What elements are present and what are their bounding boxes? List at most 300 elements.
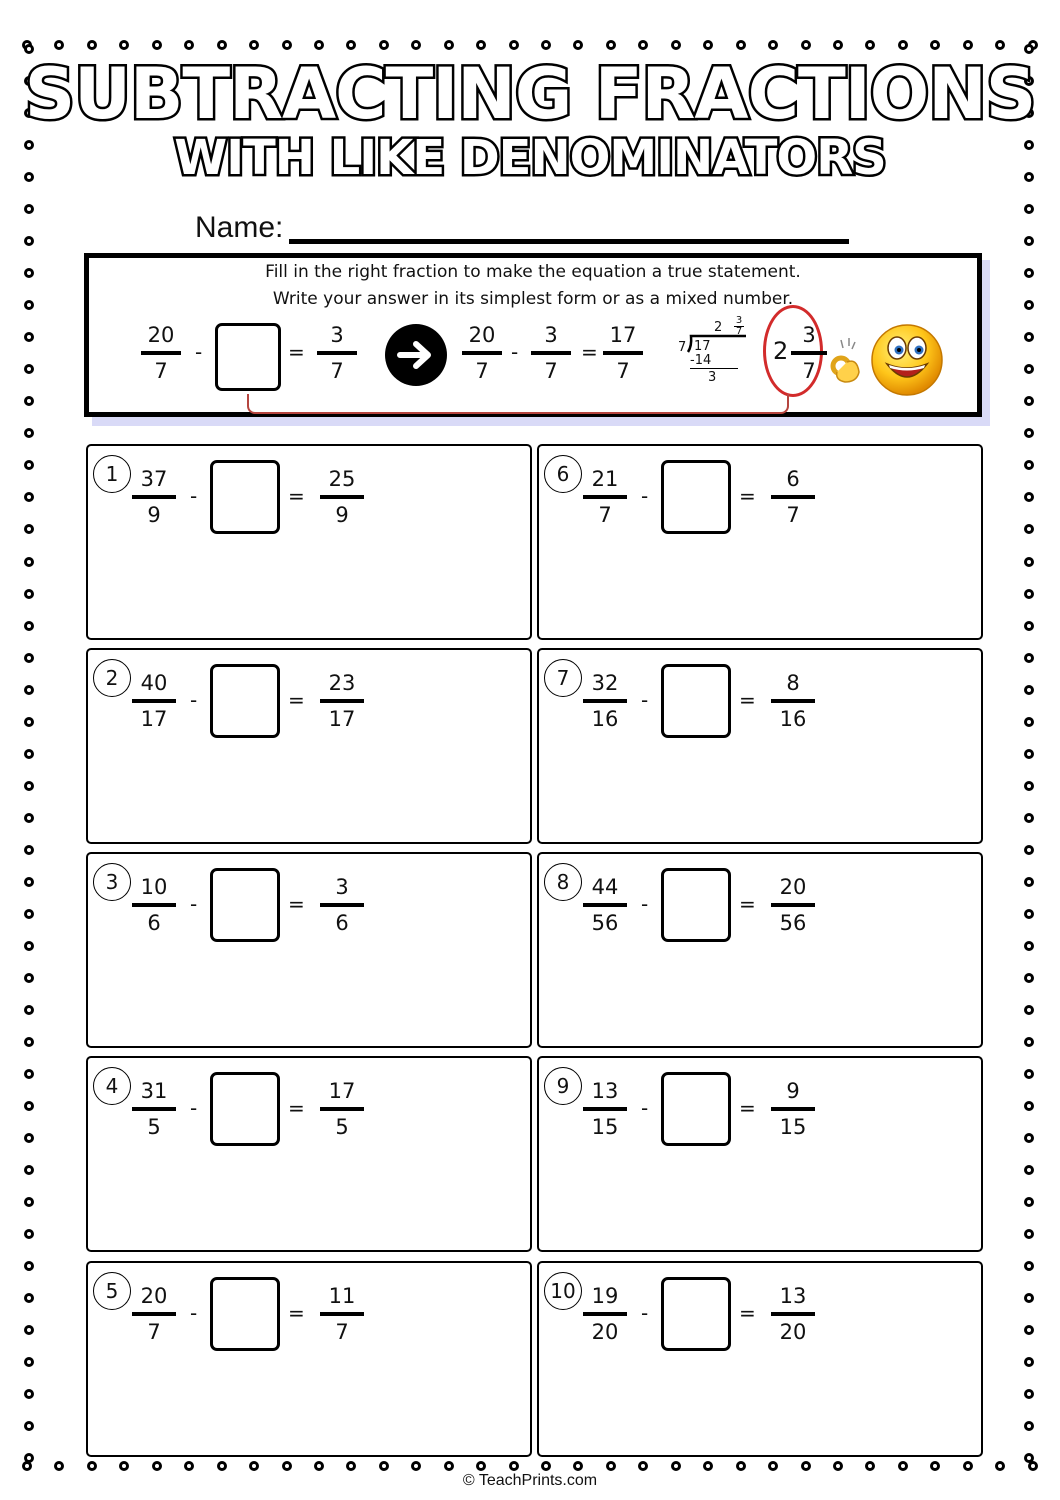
numerator: 17 <box>328 1079 356 1103</box>
answer-input-box[interactable] <box>661 1072 731 1146</box>
answer-input-box[interactable] <box>210 1072 280 1146</box>
border-dot <box>1024 1133 1034 1143</box>
left-fraction <box>132 670 176 732</box>
border-dot <box>444 1461 454 1471</box>
denominator: 20 <box>779 1320 807 1344</box>
mixed-fraction <box>791 322 827 384</box>
border-dot <box>930 40 940 50</box>
answer-input-box[interactable] <box>210 868 280 942</box>
border-dot <box>184 1461 194 1471</box>
border-dot <box>24 204 34 214</box>
border-dot <box>1024 364 1034 374</box>
right-fraction <box>320 874 364 936</box>
border-dot <box>801 40 811 50</box>
border-dot <box>606 40 616 50</box>
border-dot <box>249 1461 259 1471</box>
border-dot <box>379 1461 389 1471</box>
equals-sign: = <box>581 340 598 364</box>
border-dot <box>444 40 454 50</box>
border-dot <box>476 1461 486 1471</box>
denominator: 7 <box>154 359 168 383</box>
border-dot <box>1024 1325 1034 1335</box>
denominator: 5 <box>147 1115 161 1139</box>
border-dot <box>24 460 34 470</box>
border-dot <box>541 40 551 50</box>
answer-input-box[interactable] <box>210 664 280 738</box>
quotient-whole: 2 <box>714 320 723 335</box>
fraction-bar <box>771 495 815 499</box>
numerator: 20 <box>140 1284 168 1308</box>
smiley-face-icon <box>869 322 945 402</box>
equals-sign: = <box>739 484 756 508</box>
name-label: Name: <box>195 211 284 244</box>
border-dot <box>1024 845 1034 855</box>
border-dot <box>898 40 908 50</box>
left-fraction <box>583 466 627 528</box>
border-dot <box>1024 1197 1034 1207</box>
border-dot <box>736 1461 746 1471</box>
border-dot <box>1024 204 1034 214</box>
instruction-line-1: Fill in the right fraction to make the equation a true statement. <box>265 262 801 282</box>
problem-card <box>86 648 532 844</box>
border-dot <box>24 813 34 823</box>
border-dot <box>24 300 34 310</box>
border-dot <box>217 1461 227 1471</box>
denominator: 16 <box>591 707 619 731</box>
problem-number-label: 4 <box>105 1074 119 1098</box>
border-dot <box>24 1453 34 1463</box>
problem-number-label: 3 <box>105 870 119 894</box>
problem-card <box>537 1056 983 1252</box>
border-dot <box>1024 589 1034 599</box>
border-dot <box>703 40 713 50</box>
denominator: 7 <box>330 359 344 383</box>
answer-input-box[interactable] <box>661 664 731 738</box>
problem-card <box>86 852 532 1048</box>
left-fraction <box>583 1283 627 1345</box>
border-dot <box>865 40 875 50</box>
fraction-bar <box>531 351 571 355</box>
fraction-bar <box>771 699 815 703</box>
border-dot <box>24 941 34 951</box>
border-dot <box>1024 621 1034 631</box>
problem-number <box>544 863 582 901</box>
border-dot <box>24 236 34 246</box>
problem-number-label: 8 <box>556 870 570 894</box>
border-dot <box>573 40 583 50</box>
minus-sign: - <box>641 1301 649 1325</box>
border-dot <box>638 1461 648 1471</box>
border-dot <box>963 40 973 50</box>
denominator: 7 <box>598 503 612 527</box>
border-dot <box>1024 1165 1034 1175</box>
instruction-line-2: Write your answer in its simplest form or as a mixed number. <box>272 289 794 309</box>
border-dot <box>282 1461 292 1471</box>
minus-sign: - <box>195 340 203 364</box>
border-dot <box>24 781 34 791</box>
border-dot <box>995 1461 1005 1471</box>
border-dot <box>24 1389 34 1399</box>
border-dot <box>346 1461 356 1471</box>
left-fraction <box>132 1078 176 1140</box>
border-dot <box>87 40 97 50</box>
copyright-footer: © TeachPrints.com <box>462 1472 598 1489</box>
right-fraction <box>771 670 815 732</box>
fraction-bar <box>132 903 176 907</box>
name-input-line[interactable] <box>289 239 849 244</box>
problem-number <box>544 455 582 493</box>
border-dot <box>1024 941 1034 951</box>
denominator: 20 <box>591 1320 619 1344</box>
dotted-border-top <box>22 40 1038 52</box>
example-right-fraction <box>317 322 357 384</box>
fraction-bar <box>771 903 815 907</box>
border-dot <box>963 1461 973 1471</box>
left-fraction <box>583 670 627 732</box>
problem-number <box>93 1272 131 1310</box>
equals-sign: = <box>288 1301 305 1325</box>
numerator: 9 <box>786 1079 800 1103</box>
problem-number-label: 6 <box>556 462 570 486</box>
numerator: 21 <box>591 467 619 491</box>
border-dot <box>24 1197 34 1207</box>
answer-input-box[interactable] <box>210 1277 280 1351</box>
border-dot <box>1024 749 1034 759</box>
problem-number <box>93 659 131 697</box>
long-division <box>674 315 754 400</box>
equals-sign: = <box>739 688 756 712</box>
problem-card <box>86 1261 532 1457</box>
border-dot <box>314 1461 324 1471</box>
fraction-bar <box>583 495 627 499</box>
subtraction: -14 <box>690 353 738 369</box>
numerator: 13 <box>779 1284 807 1308</box>
fraction-bar <box>583 699 627 703</box>
border-dot <box>24 845 34 855</box>
numerator: 13 <box>591 1079 619 1103</box>
border-dot <box>930 1461 940 1471</box>
problem-number-label: 7 <box>556 666 570 690</box>
border-dot <box>1024 685 1034 695</box>
right-fraction <box>771 1078 815 1140</box>
numerator: 11 <box>328 1284 356 1308</box>
border-dot <box>1024 973 1034 983</box>
fraction-bar <box>771 1107 815 1111</box>
denominator: 7 <box>475 359 489 383</box>
border-dot <box>24 1325 34 1335</box>
border-dot <box>833 40 843 50</box>
border-dot <box>24 621 34 631</box>
border-dot <box>1024 1005 1034 1015</box>
numerator: 31 <box>140 1079 168 1103</box>
border-dot <box>801 1461 811 1471</box>
border-dot <box>24 364 34 374</box>
mixed-whole: 2 <box>773 337 789 365</box>
right-fraction <box>771 874 815 936</box>
page-subtitle: WITH LIKE DENOMINATORS <box>174 130 886 186</box>
problem-number-label: 10 <box>550 1279 576 1303</box>
dividend: 17 <box>694 339 711 354</box>
fraction-bar <box>462 351 502 355</box>
border-dot <box>1024 492 1034 502</box>
border-dot <box>1024 557 1034 567</box>
border-dot <box>509 40 519 50</box>
border-dot <box>24 1165 34 1175</box>
numerator: 3 <box>735 315 743 326</box>
fraction-bar <box>583 903 627 907</box>
connector-line <box>247 394 789 414</box>
fraction-bar <box>132 699 176 703</box>
right-fraction <box>320 1283 364 1345</box>
border-dot <box>703 1461 713 1471</box>
border-dot <box>768 40 778 50</box>
fraction-bar <box>791 351 827 355</box>
border-dot <box>346 40 356 50</box>
border-dot <box>1024 332 1034 342</box>
numerator: 20 <box>147 323 175 347</box>
numerator: 32 <box>591 671 619 695</box>
border-dot <box>282 40 292 50</box>
border-dot <box>1024 300 1034 310</box>
border-dot <box>768 1461 778 1471</box>
fraction-bar <box>132 1312 176 1316</box>
solution-fraction-a <box>462 322 502 384</box>
numerator: 44 <box>591 875 619 899</box>
border-dot <box>1024 653 1034 663</box>
border-dot <box>411 40 421 50</box>
denominator: 7 <box>335 1320 349 1344</box>
border-dot <box>24 685 34 695</box>
border-dot <box>24 589 34 599</box>
denominator: 9 <box>147 503 161 527</box>
border-dot <box>24 717 34 727</box>
equals-sign: = <box>288 892 305 916</box>
fraction-bar <box>320 1107 364 1111</box>
problem-card <box>86 1056 532 1252</box>
fraction-bar <box>603 351 643 355</box>
border-dot <box>509 1461 519 1471</box>
border-dot <box>833 1461 843 1471</box>
problem-card <box>86 444 532 640</box>
fraction-bar <box>320 1312 364 1316</box>
equals-sign: = <box>288 688 305 712</box>
border-dot <box>152 40 162 50</box>
left-fraction <box>132 874 176 936</box>
border-dot <box>573 1461 583 1471</box>
border-dot <box>1024 268 1034 278</box>
right-fraction <box>771 466 815 528</box>
border-dot <box>865 1461 875 1471</box>
solution-fraction-b <box>531 322 571 384</box>
border-dot <box>24 1005 34 1015</box>
border-dot <box>606 1461 616 1471</box>
border-dot <box>995 40 1005 50</box>
border-dot <box>24 1357 34 1367</box>
fraction-bar <box>141 351 181 355</box>
denominator: 17 <box>328 707 356 731</box>
fraction-bar <box>317 351 357 355</box>
problem-number <box>544 1272 582 1310</box>
denominator: 7 <box>802 359 816 383</box>
border-dot <box>24 428 34 438</box>
border-dot <box>54 40 64 50</box>
fraction-bar <box>320 699 364 703</box>
denominator: 6 <box>147 911 161 935</box>
equals-sign: = <box>288 340 305 364</box>
numerator: 20 <box>468 323 496 347</box>
border-dot <box>1024 877 1034 887</box>
border-dot <box>24 973 34 983</box>
border-dot <box>217 40 227 50</box>
fraction-bar <box>583 1107 627 1111</box>
answer-input-box[interactable] <box>661 1277 731 1351</box>
equals-sign: = <box>739 892 756 916</box>
border-dot <box>1024 1293 1034 1303</box>
border-dot <box>1024 717 1034 727</box>
border-dot <box>24 492 34 502</box>
fraction-bar <box>132 495 176 499</box>
denominator: 15 <box>591 1115 619 1139</box>
border-dot <box>24 1261 34 1271</box>
border-dot <box>184 40 194 50</box>
minus-sign: - <box>190 1301 198 1325</box>
border-dot <box>1024 236 1034 246</box>
border-dot <box>119 40 129 50</box>
right-fraction <box>320 466 364 528</box>
divisor: 7 <box>678 340 687 355</box>
right-fraction <box>771 1283 815 1345</box>
border-dot <box>898 1461 908 1471</box>
minus-sign: - <box>511 340 519 364</box>
answer-input-box[interactable] <box>661 868 731 942</box>
denominator: 16 <box>779 707 807 731</box>
border-dot <box>119 1461 129 1471</box>
border-dot <box>1024 1261 1034 1271</box>
numerator: 6 <box>786 467 800 491</box>
numerator: 3 <box>544 323 558 347</box>
fraction-bar <box>771 1312 815 1316</box>
numerator: 37 <box>140 467 168 491</box>
numerator: 10 <box>140 875 168 899</box>
border-dot <box>24 524 34 534</box>
border-dot <box>314 40 324 50</box>
denominator: 56 <box>591 911 619 935</box>
denominator: 7 <box>147 1320 161 1344</box>
border-dot <box>1024 1389 1034 1399</box>
fraction-bar <box>320 903 364 907</box>
border-dot <box>152 1461 162 1471</box>
border-dot <box>24 1229 34 1239</box>
problem-number <box>544 1067 582 1105</box>
border-dot <box>1024 1453 1034 1463</box>
denominator: 7 <box>616 359 630 383</box>
problem-number <box>93 455 131 493</box>
minus-sign: - <box>641 484 649 508</box>
left-fraction <box>583 1078 627 1140</box>
denominator: 9 <box>335 503 349 527</box>
numerator: 3 <box>335 875 349 899</box>
border-dot <box>1024 781 1034 791</box>
problem-card <box>537 444 983 640</box>
border-dot <box>1024 1101 1034 1111</box>
left-fraction <box>132 1283 176 1345</box>
border-dot <box>24 1133 34 1143</box>
border-dot <box>1024 1037 1034 1047</box>
border-dot <box>1024 813 1034 823</box>
border-dot <box>24 557 34 567</box>
fraction-bar <box>583 1312 627 1316</box>
arrow-right-icon <box>385 324 447 386</box>
denominator: 6 <box>335 911 349 935</box>
denominator: 7 <box>735 326 743 337</box>
border-dot <box>1024 909 1034 919</box>
border-dot <box>1024 524 1034 534</box>
problem-number-label: 9 <box>556 1074 570 1098</box>
denominator: 17 <box>140 707 168 731</box>
border-dot <box>379 40 389 50</box>
equals-sign: = <box>739 1301 756 1325</box>
right-fraction <box>320 1078 364 1140</box>
border-dot <box>671 1461 681 1471</box>
border-dot <box>24 909 34 919</box>
numerator: 17 <box>609 323 637 347</box>
minus-sign: - <box>641 688 649 712</box>
border-dot <box>1024 396 1034 406</box>
border-dot <box>24 268 34 278</box>
left-fraction <box>583 874 627 936</box>
border-dot <box>736 40 746 50</box>
border-dot <box>1024 1229 1034 1239</box>
denominator: 7 <box>544 359 558 383</box>
equals-sign: = <box>288 1096 305 1120</box>
example-box <box>84 253 982 417</box>
border-dot <box>638 40 648 50</box>
right-fraction <box>320 670 364 732</box>
left-fraction <box>132 466 176 528</box>
problem-number <box>93 1067 131 1105</box>
border-dot <box>249 40 259 50</box>
problem-number-label: 1 <box>105 462 119 486</box>
minus-sign: - <box>641 892 649 916</box>
example-left-fraction <box>141 322 181 384</box>
problem-number <box>93 863 131 901</box>
denominator: 5 <box>335 1115 349 1139</box>
border-dot <box>24 653 34 663</box>
border-dot <box>24 877 34 887</box>
page-title: SUBTRACTING FRACTIONS <box>24 53 1036 135</box>
border-dot <box>24 396 34 406</box>
numerator: 19 <box>591 1284 619 1308</box>
border-dot <box>1024 460 1034 470</box>
solution-result-fraction <box>603 322 643 384</box>
denominator: 15 <box>779 1115 807 1139</box>
numerator: 3 <box>802 323 816 347</box>
problem-card <box>537 648 983 844</box>
answer-input-box[interactable] <box>210 460 280 534</box>
problem-number-label: 2 <box>105 666 119 690</box>
problem-number-label: 5 <box>105 1279 119 1303</box>
minus-sign: - <box>190 484 198 508</box>
border-dot <box>24 749 34 759</box>
border-dot <box>24 1293 34 1303</box>
border-dot <box>476 40 486 50</box>
numerator: 3 <box>330 323 344 347</box>
minus-sign: - <box>190 1096 198 1120</box>
name-field[interactable] <box>195 210 849 246</box>
answer-input-box[interactable] <box>661 460 731 534</box>
border-dot <box>1024 428 1034 438</box>
numerator: 20 <box>779 875 807 899</box>
